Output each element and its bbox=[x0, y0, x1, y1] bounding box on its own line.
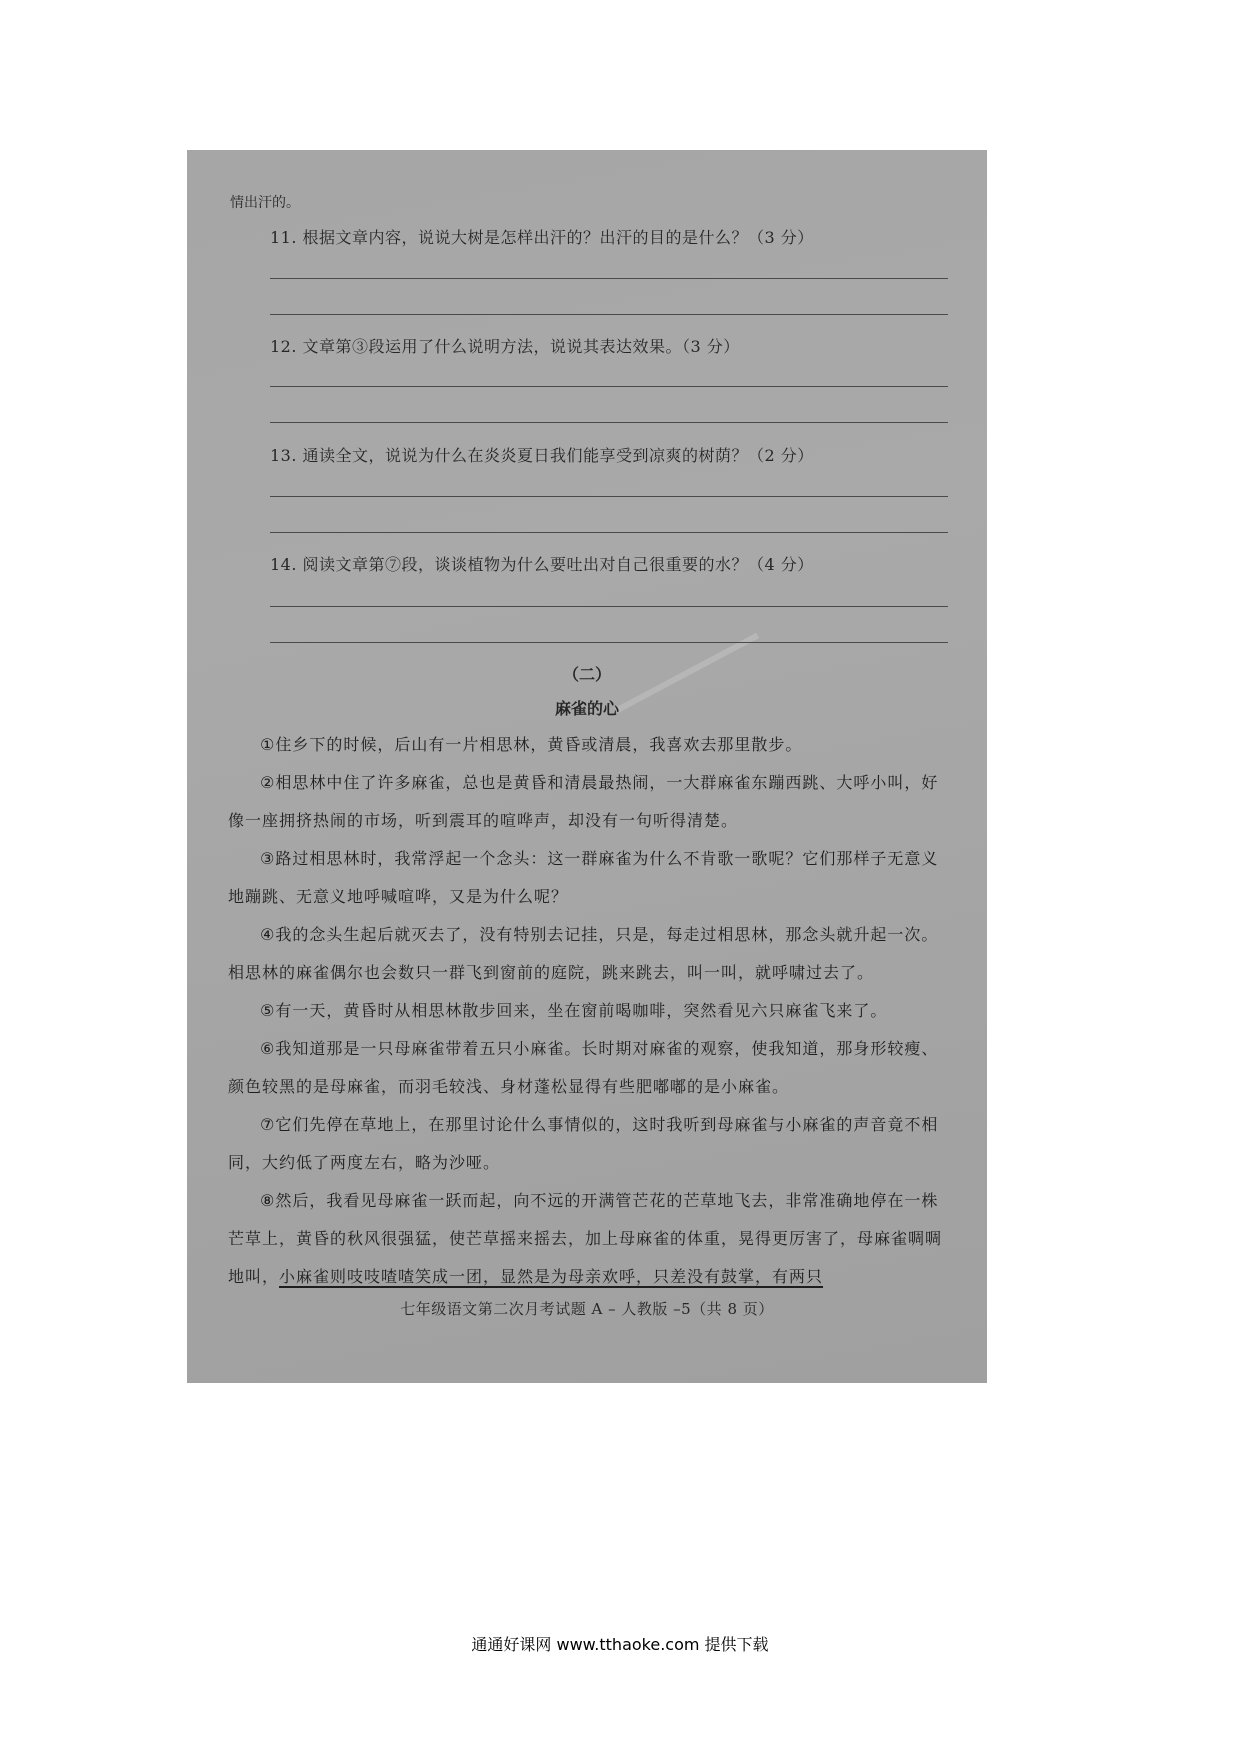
paragraph-8-underlined-text: 小麻雀则吱吱喳喳笑成一团，显然是为母亲欢呼，只差没有鼓掌，有两只 bbox=[279, 1267, 824, 1286]
question-14: 14. 阅读文章第⑦段，谈谈植物为什么要吐出对自己很重要的水？（4 分） bbox=[270, 555, 814, 574]
answer-line bbox=[270, 314, 948, 315]
section-heading: （二） bbox=[562, 665, 611, 684]
paragraph-3: ③路过相思林时，我常浮起一个念头：这一群麻雀为什么不肯歌一歌呢？它们那样子无意义地蹦跳、无意义地呼喊喧哗，又是为什么呢？ bbox=[228, 849, 939, 906]
paragraph-4: ④我的念头生起后就灭去了，没有特别去记挂，只是，每走过相思林，那念头就升起一次。相思林的麻雀偶尔也会数只一群飞到窗前的庭院，跳来跳去，叫一叫，就呼啸过去了。 bbox=[228, 925, 939, 982]
answer-line bbox=[270, 422, 948, 423]
scanned-exam-page bbox=[187, 150, 987, 1383]
question-12: 12. 文章第③段运用了什么说明方法，说说其表达效果。（3 分） bbox=[270, 337, 740, 356]
answer-line bbox=[270, 642, 948, 643]
answer-line bbox=[270, 386, 948, 387]
paragraph-2: ②相思林中住了许多麻雀，总也是黄昏和清晨最热闹，一大群麻雀东蹦西跳、大呼小叫，好像一座拥挤热闹的市场，听到震耳的喧哗声，却没有一句听得清楚。 bbox=[228, 773, 939, 830]
answer-line bbox=[270, 532, 948, 533]
continued-text-fragment: 情出汗的。 bbox=[230, 195, 300, 211]
page-footer: 七年级语文第二次月考试题 A – 人教版 –5（共 8 页） bbox=[400, 1300, 774, 1318]
question-13: 13. 通读全文，说说为什么在炎炎夏日我们能享受到凉爽的树荫？（2 分） bbox=[270, 446, 814, 465]
download-credit: 通通好课网 www.tthaoke.com 提供下载 bbox=[471, 1635, 769, 1654]
passage-body bbox=[228, 726, 952, 1296]
answer-line bbox=[270, 278, 948, 279]
paragraph-6: ⑥我知道那是一只母麻雀带着五只小麻雀。长时期对麻雀的观察，使我知道，那身形较瘦、颜色较黑的是母麻雀，而羽毛较浅、身材蓬松显得有些肥嘟嘟的是小麻雀。 bbox=[228, 1039, 939, 1096]
paragraph-5: ⑤有一天，黄昏时从相思林散步回来，坐在窗前喝咖啡，突然看见六只麻雀飞来了。 bbox=[260, 1001, 888, 1020]
paragraph-1: ①住乡下的时候，后山有一片相思林，黄昏或清晨，我喜欢去那里散步。 bbox=[260, 735, 803, 754]
paragraph-7: ⑦它们先停在草地上，在那里讨论什么事情似的，这时我听到母麻雀与小麻雀的声音竟不相同，大约低了两度左右，略为沙哑。 bbox=[228, 1115, 939, 1172]
answer-line bbox=[270, 606, 948, 607]
passage-title: 麻雀的心 bbox=[554, 699, 619, 718]
question-11: 11. 根据文章内容，说说大树是怎样出汗的？出汗的目的是什么？（3 分） bbox=[270, 228, 814, 247]
answer-line bbox=[270, 496, 948, 497]
paragraph-8 bbox=[228, 1182, 952, 1296]
paragraph-8-text: ⑧然后，我看见母麻雀一跃而起，向不远的开满管芒花的芒草地飞去，非常准确地停在一株芒草上，黄昏的秋风很强猛，使芒草摇来摇去，加上母麻雀的体重，晃得更厉害了，母麻雀啁啁地叫， bbox=[228, 1191, 943, 1286]
